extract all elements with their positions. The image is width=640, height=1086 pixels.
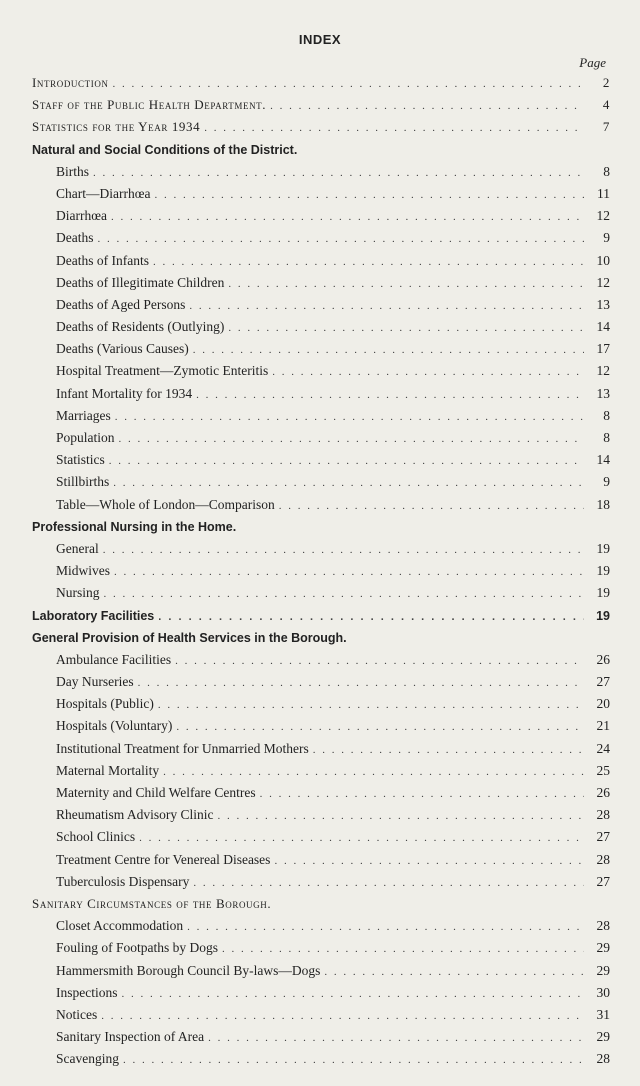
leader-dots <box>109 450 584 472</box>
leader-dots <box>113 73 584 95</box>
leader-dots <box>158 694 584 716</box>
index-entry-label: Hospitals (Voluntary) <box>56 718 173 734</box>
index-entry-label: Deaths of Illegitimate Children <box>56 274 225 290</box>
leader-dots <box>153 251 584 273</box>
index-entry-page: 8 <box>603 163 610 179</box>
index-entry-page: 19 <box>596 540 610 556</box>
index-entry <box>32 94 610 116</box>
index-entry-label: Table—Whole of London—Comparison <box>56 496 275 512</box>
index-entry-page: 27 <box>596 873 610 889</box>
leader-dots <box>260 783 584 805</box>
index-entry-label: Deaths of Infants <box>56 252 149 268</box>
index-entry-page: 17 <box>596 341 610 357</box>
index-entry <box>32 627 610 649</box>
index-entry-label: Inspections <box>56 984 118 1000</box>
index-entry-page: 11 <box>597 185 610 201</box>
page-column-heading: Page <box>579 55 606 70</box>
index-entry-label: Population <box>56 430 115 445</box>
leader-dots <box>101 1005 584 1027</box>
index-entry <box>32 338 610 360</box>
leader-dots <box>139 827 584 849</box>
index-entry-page: 8 <box>603 430 610 445</box>
index-entry-label: School Clinics <box>56 829 136 845</box>
index-entry-label: Hammersmith Borough Council By-laws—Dogs <box>56 962 321 978</box>
index-entry-label: General <box>56 540 99 556</box>
index-entry-label: Fouling of Footpaths by Dogs <box>56 940 219 956</box>
leader-dots <box>98 228 585 250</box>
index-entry-page: 28 <box>596 851 610 867</box>
index-entry-label: Staff of the Public Health Department. <box>32 97 267 113</box>
index-entry <box>32 383 610 405</box>
index-entry-page: 25 <box>596 762 610 778</box>
leader-dots <box>324 961 584 983</box>
index-entry-label: Rheumatism Advisory Clinic <box>56 807 214 823</box>
index-entry-label: Deaths of Aged Persons <box>56 296 186 312</box>
index-entry-page: 20 <box>596 696 610 712</box>
index-entry <box>32 715 610 737</box>
leader-dots <box>103 539 584 561</box>
index-entry-label: Treatment Centre for Venereal Diseases <box>56 851 271 867</box>
index-entry <box>32 693 610 715</box>
index-entry-label: Diarrhœa <box>56 208 107 224</box>
index-entry <box>32 183 610 205</box>
leader-dots <box>208 1027 584 1049</box>
index-entry-label: Statistics for the Year 1934 <box>32 119 201 135</box>
index-entry-page: 9 <box>603 230 610 246</box>
index-entry-page: 30 <box>596 984 610 1000</box>
leader-dots <box>313 739 584 761</box>
index-entry-label: Infant Mortality for 1934 <box>56 385 193 401</box>
index-entry-label: Sanitary Inspection of Area <box>56 1029 205 1045</box>
index-entry-page: 14 <box>596 452 610 468</box>
index-entry <box>32 494 610 516</box>
leader-dots <box>93 162 584 184</box>
index-entry <box>32 849 610 871</box>
index-entry <box>32 449 610 471</box>
index-entry-page: 31 <box>596 1006 610 1022</box>
index-entry <box>32 405 610 427</box>
index-entry-page: 7 <box>602 119 610 135</box>
index-entry-label: Deaths <box>56 230 94 246</box>
index-entry-page: 13 <box>596 296 610 312</box>
index-entry-label: Laboratory Facilities <box>32 608 155 623</box>
index-entry-page: 2 <box>602 75 610 90</box>
index-entry <box>32 605 610 627</box>
index-entry <box>32 516 610 538</box>
index-list <box>32 72 610 1070</box>
leader-dots <box>123 1049 584 1071</box>
leader-dots <box>228 273 584 295</box>
leader-dots <box>193 339 584 361</box>
index-entry-page: 19 <box>596 585 610 601</box>
index-entry-label: General Provision of Health Services in the Borough. <box>32 630 347 645</box>
index-entry <box>32 294 610 316</box>
index-entry-label: Introduction <box>32 75 109 90</box>
index-entry-page: 26 <box>596 785 610 800</box>
index-entry-page: 13 <box>596 385 610 401</box>
index-entry <box>32 760 610 782</box>
index-entry-label: Scavenging <box>56 1051 119 1067</box>
index-entry-label: Closet Accommodation <box>56 918 184 934</box>
index-entry-page: 24 <box>596 740 610 756</box>
leader-dots <box>218 805 585 827</box>
index-entry-page: 21 <box>596 718 610 734</box>
index-entry-label: Day Nurseries <box>56 674 134 690</box>
leader-dots <box>274 850 584 872</box>
index-entry-page: 19 <box>596 608 610 623</box>
leader-dots <box>228 317 584 339</box>
index-entry-page: 27 <box>596 829 610 845</box>
index-entry <box>32 915 610 937</box>
index-entry <box>32 316 610 338</box>
index-entry <box>32 161 610 183</box>
index-entry-page: 19 <box>596 563 610 579</box>
index-entry-label: Hospital Treatment—Zymotic Enteritis <box>56 363 269 379</box>
index-entry-page: 9 <box>603 474 610 490</box>
index-entry-page: 8 <box>603 407 610 423</box>
index-entry <box>32 116 610 138</box>
index-entry-page: 12 <box>596 274 610 290</box>
index-entry <box>32 427 610 449</box>
leader-dots <box>158 606 584 628</box>
index-entry-page: 28 <box>596 807 610 823</box>
index-entry-label: Nursing <box>56 585 100 601</box>
leader-dots <box>272 361 584 383</box>
index-entry-page: 28 <box>596 1051 610 1067</box>
index-entry-page: 12 <box>596 208 610 224</box>
index-entry-label: Maternal Mortality <box>56 762 160 778</box>
leader-dots <box>104 583 585 605</box>
index-entry-label: Maternity and Child Welfare Centres <box>56 785 256 800</box>
index-entry-page: 28 <box>596 918 610 934</box>
index-entry <box>32 893 610 915</box>
index-entry-label: Professional Nursing in the Home. <box>32 519 237 534</box>
index-entry-label: Stillbirths <box>56 474 110 490</box>
leader-dots <box>163 761 584 783</box>
index-entry-page: 12 <box>596 363 610 379</box>
index-entry-label: Births <box>56 163 90 179</box>
index-entry-page: 29 <box>596 940 610 956</box>
index-entry-label: Deaths of Residents (Outlying) <box>56 319 225 335</box>
index-entry <box>32 582 610 604</box>
index-entry <box>32 250 610 272</box>
leader-dots <box>196 384 584 406</box>
index-entry <box>32 960 610 982</box>
index-entry-label: Sanitary Circumstances of the Borough. <box>32 895 272 911</box>
leader-dots <box>115 406 584 428</box>
leader-dots <box>175 650 584 672</box>
index-entry <box>32 1004 610 1026</box>
index-entry-page: 4 <box>602 97 610 113</box>
index-entry <box>32 227 610 249</box>
index-entry-label: Notices <box>56 1006 98 1022</box>
leader-dots <box>119 428 584 450</box>
index-entry-label: Chart—Diarrhœa <box>56 185 151 201</box>
index-entry <box>32 1048 610 1070</box>
leader-dots <box>222 938 584 960</box>
index-entry-label: Hospitals (Public) <box>56 696 154 712</box>
index-entry-label: Midwives <box>56 563 110 579</box>
index-entry-page: 27 <box>596 674 610 690</box>
index-entry <box>32 560 610 582</box>
leader-dots <box>270 95 584 117</box>
leader-dots <box>187 916 584 938</box>
index-entry-label: Deaths (Various Causes) <box>56 341 189 357</box>
leader-dots <box>111 206 584 228</box>
leader-dots <box>113 472 584 494</box>
index-entry <box>32 139 610 161</box>
index-entry <box>32 826 610 848</box>
index-entry <box>32 782 610 804</box>
leader-dots <box>204 117 584 139</box>
index-entry-page: 29 <box>596 1029 610 1045</box>
index-entry-label: Marriages <box>56 407 111 423</box>
index-entry <box>32 937 610 959</box>
leader-dots <box>193 872 584 894</box>
index-entry <box>32 471 610 493</box>
index-entry <box>32 360 610 382</box>
leader-dots <box>138 672 584 694</box>
leader-dots <box>176 716 584 738</box>
index-entry-label: Natural and Social Conditions of the District. <box>32 142 298 157</box>
index-entry-page: 10 <box>596 252 610 268</box>
index-entry <box>32 72 610 94</box>
index-entry <box>32 205 610 227</box>
index-entry-page: 26 <box>596 651 610 667</box>
index-entry-page: 29 <box>596 962 610 978</box>
index-entry <box>32 671 610 693</box>
index-entry <box>32 738 610 760</box>
index-entry <box>32 649 610 671</box>
leader-dots <box>279 495 584 517</box>
index-entry <box>32 982 610 1004</box>
leader-dots <box>154 184 584 206</box>
index-entry-page: 14 <box>596 319 610 335</box>
leader-dots <box>122 983 585 1005</box>
index-entry <box>32 871 610 893</box>
index-entry <box>32 538 610 560</box>
index-entry-label: Institutional Treatment for Unmarried Mothers <box>56 740 309 756</box>
leader-dots <box>114 561 584 583</box>
index-entry-label: Ambulance Facilities <box>56 651 172 667</box>
index-entry <box>32 804 610 826</box>
index-entry <box>32 1026 610 1048</box>
index-entry-label: Statistics <box>56 452 105 468</box>
index-entry-page: 18 <box>596 496 610 512</box>
leader-dots <box>189 295 584 317</box>
index-entry <box>32 272 610 294</box>
page-title: INDEX <box>298 32 342 47</box>
index-entry-label: Tuberculosis Dispensary <box>56 873 190 889</box>
